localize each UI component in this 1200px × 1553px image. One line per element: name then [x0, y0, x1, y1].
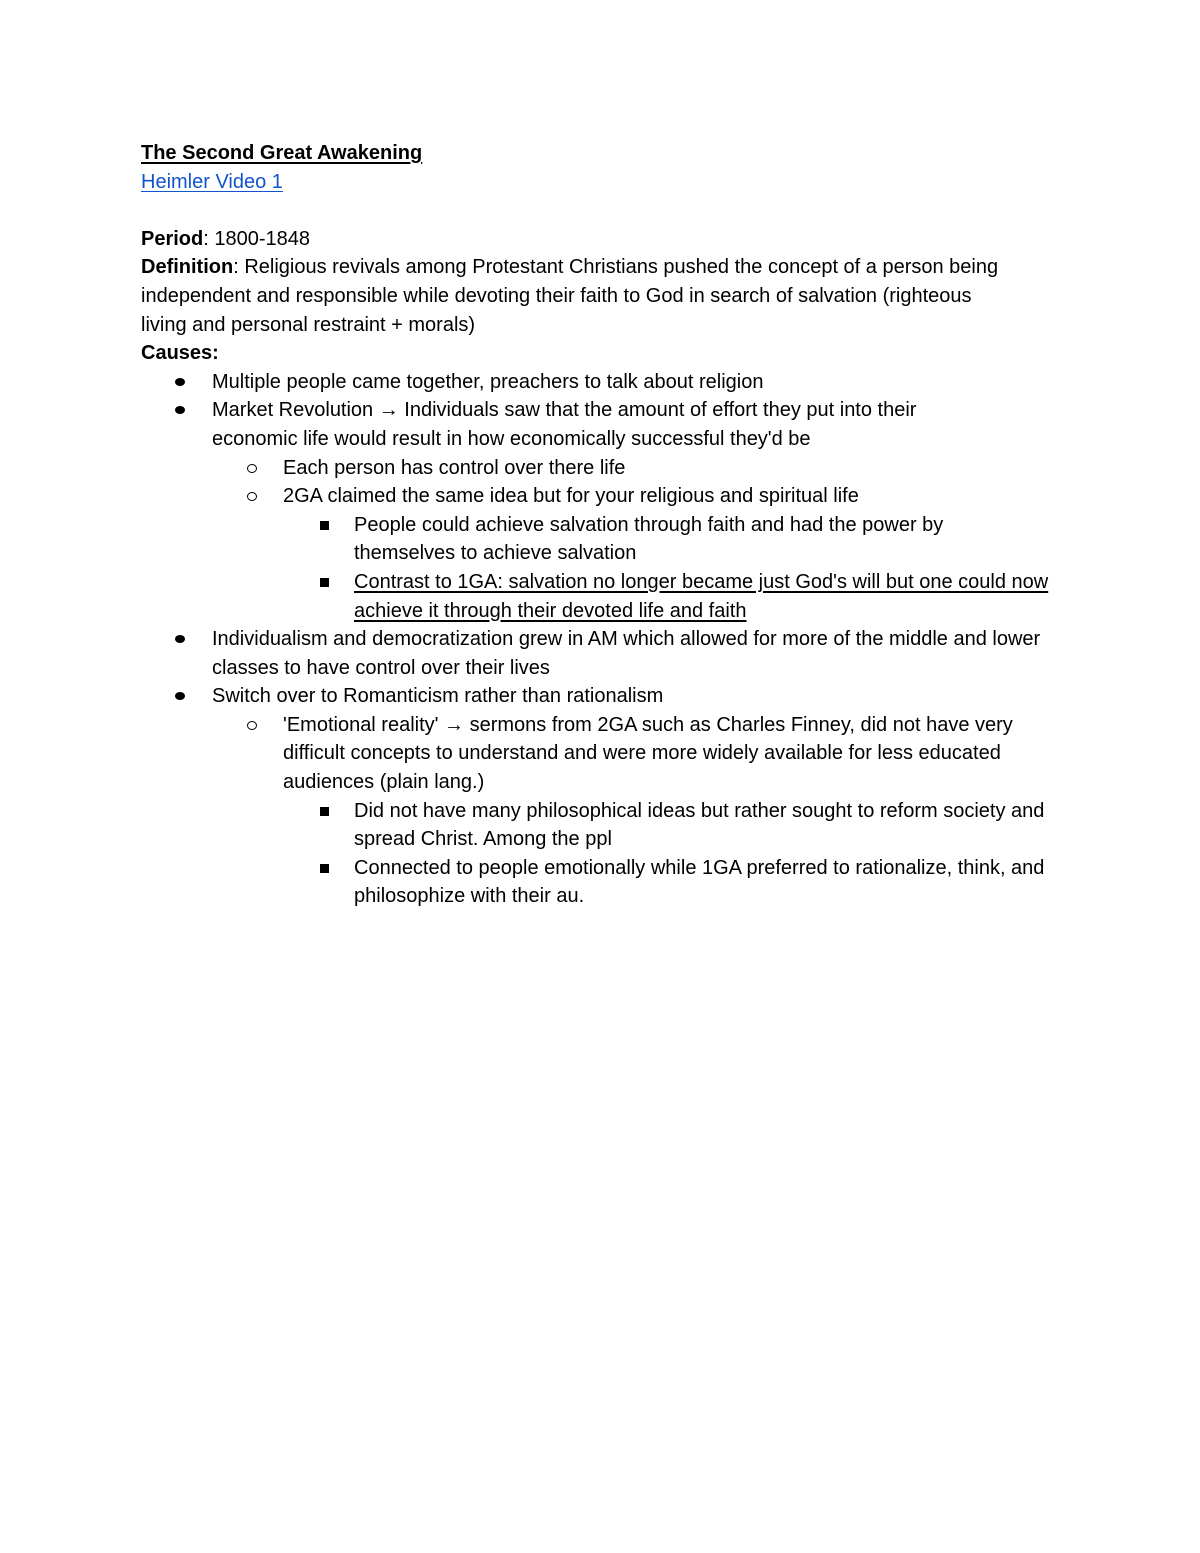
- heimler-video-link[interactable]: Heimler Video 1: [141, 170, 283, 193]
- list-item-text: Did not have many philosophical ideas but rather sought to reform society and spread Christ. Among the ppl: [354, 799, 1045, 851]
- list-item: [141, 682, 1071, 911]
- list-item: [283, 568, 1049, 625]
- definition-separator: :: [233, 256, 245, 279]
- bullet-square-icon: [320, 864, 329, 873]
- definition-label: Definition: [141, 256, 234, 279]
- causes-heading: Causes:: [141, 342, 219, 365]
- list-item: [212, 482, 1049, 625]
- document-page: [141, 139, 1071, 911]
- bullet-disc-icon: [175, 378, 185, 386]
- list-item: [212, 711, 1071, 911]
- bullet-disc-icon: [175, 406, 185, 414]
- period-value: 1800-1848: [214, 227, 311, 250]
- list-item-text: Connected to people emotionally while 1GA preferred to rationalize, think, and philosophize with their au.: [354, 856, 1045, 908]
- bullet-disc-icon: [175, 692, 185, 700]
- list-item-text: Each person has control over there life: [283, 456, 626, 479]
- bullet-circle-icon: [247, 721, 257, 730]
- list-item-text: People could achieve salvation through faith and had the power by themselves to achieve salvation: [354, 513, 944, 565]
- sublist: [283, 511, 1049, 625]
- list-item-text: Individualism and democratization grew in AM which allowed for more of the middle and lower classes to have control over their lives: [212, 628, 1041, 679]
- list-item: [283, 854, 1071, 911]
- bullet-disc-icon: [175, 635, 185, 643]
- list-item: [283, 797, 1071, 854]
- bullet-square-icon: [320, 578, 329, 587]
- list-item: [283, 511, 1042, 568]
- sublist: [212, 711, 1071, 911]
- bullet-square-icon: [320, 807, 329, 816]
- list-item-text: Switch over to Romanticism rather than rationalism: [212, 685, 664, 708]
- period-line: [141, 225, 1071, 254]
- list-item-text: Market Revolution → Individuals saw that the amount of effort they put into their economic life would result in how economically successful they'd be: [212, 399, 917, 450]
- period-separator: :: [203, 227, 215, 250]
- list-item-text: Contrast to 1GA: salvation no longer became just God's will but one could now achieve it through their devoted life and faith: [354, 570, 1049, 622]
- blank-line: [141, 196, 1071, 225]
- list-item: [141, 625, 1071, 682]
- definition-paragraph: [141, 253, 1021, 339]
- sublist: [212, 454, 1049, 626]
- causes-list: [141, 368, 1071, 911]
- sublist: [283, 797, 1071, 911]
- list-item-text: 2GA claimed the same idea but for your religious and spiritual life: [283, 485, 859, 508]
- bullet-square-icon: [320, 521, 329, 530]
- period-label: Period: [141, 227, 204, 250]
- list-item: [141, 368, 1071, 397]
- list-item-text: Multiple people came together, preachers to talk about religion: [212, 370, 764, 393]
- bullet-circle-icon: [247, 492, 257, 501]
- document-title: The Second Great Awakening: [141, 142, 423, 164]
- list-item: [212, 454, 1042, 483]
- bullet-circle-icon: [247, 464, 257, 473]
- list-item: [141, 396, 1049, 625]
- list-item-text: 'Emotional reality' → sermons from 2GA such as Charles Finney, did not have very difficult concepts to understand and were more widely available for less educated audiences (plain lang.): [283, 713, 1013, 794]
- definition-text: Religious revivals among Protestant Christians pushed the concept of a person being independent and responsible while devoting their faith to God in search of salvation (righteous living and personal restraint + morals): [141, 256, 999, 336]
